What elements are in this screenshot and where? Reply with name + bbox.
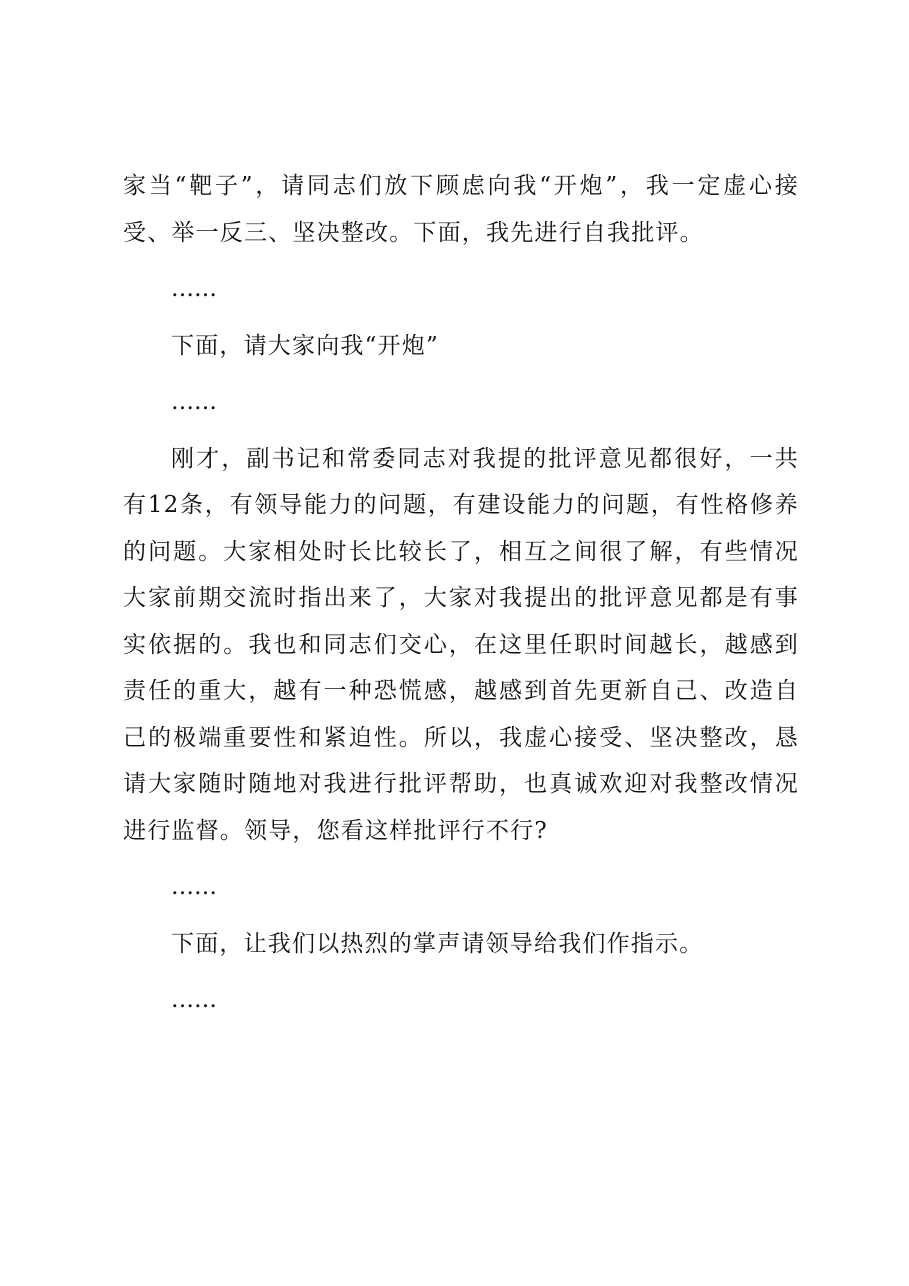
ellipsis-1: …… [171,276,217,302]
paragraph-response: 刚才，副书记和常委同志对我提的批评意见都很好，一共有12条，有领导能力的问题，有建设能力的问题，有性格修养的问题。大家相处时长比较长了，相互之间很了解，有些情况大家前期交流时指出来了，大家对我提出的批评意见都是有事实依据的。我也和同志们交心，在这里任职时间越长，越感到责任的重大，越有一种恐慌感，越感到首先更新自己、改造自己的极端重要性和紧迫性。所以，我虚心接受、坚决整改，恳请大家随时随地对我进行批评帮助，也真诚欢迎对我整改情况进行监督。领导，您看这样批评行不行? [123,445,799,844]
ellipsis-4: …… [171,987,217,1013]
ellipsis-3: …… [171,874,217,900]
paragraph-open-fire: 下面，请大家向我“开炮” [171,332,439,359]
document-body [123,163,799,1034]
paragraph-applause: 下面，让我们以热烈的掌声请领导给我们作指示。 [171,930,704,957]
ellipsis-2: …… [171,389,217,415]
paragraph-continuation: 家当“靶子”，请同志们放下顾虑向我“开炮”，我一定虚心接受、举一反三、坚决整改。下面，我先进行自我批评。 [123,173,799,246]
